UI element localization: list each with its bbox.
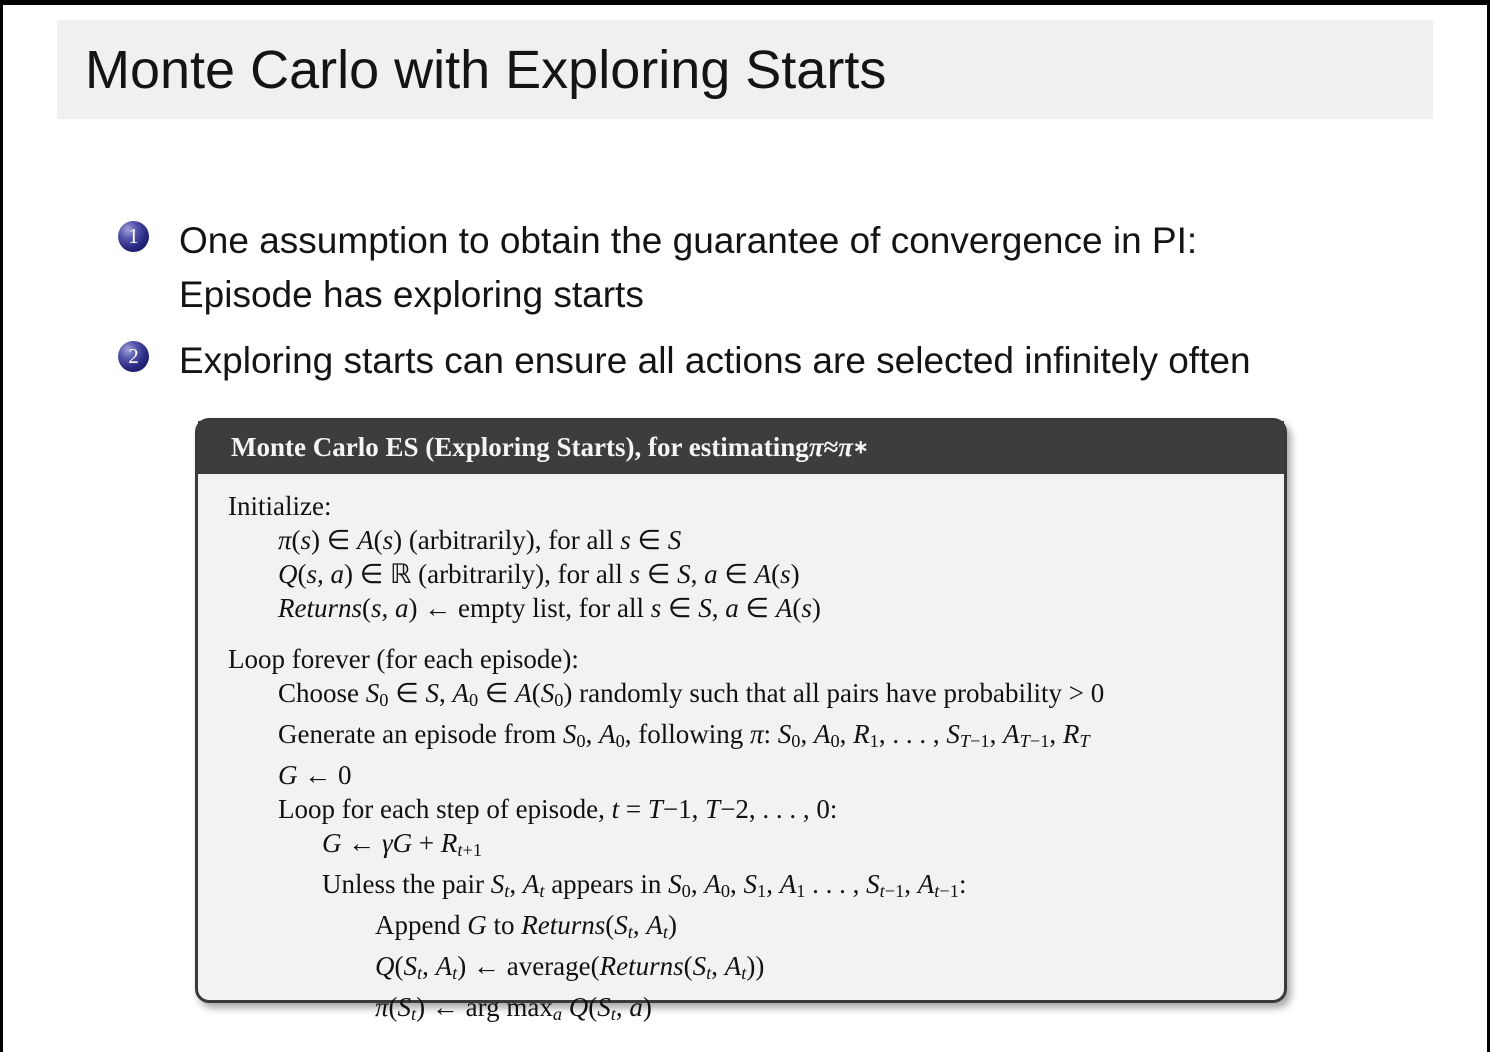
bullet-1-line-1: One assumption to obtain the guarantee of convergence in PI:: [179, 220, 1198, 261]
algo-line-loop-forever: Loop forever (for each episode):: [228, 644, 579, 674]
algo-line-pi-argmax: π(St) ← arg maxa Q(St, a): [375, 992, 652, 1025]
algo-line-unless: Unless the pair St, At appears in S0, A0, S1, A1 . . . , St−1, At−1:: [322, 869, 967, 902]
algo-line-pi-init: π(s) ∈ A(s) (arbitrarily), for all s ∈ S: [278, 525, 682, 555]
algo-line-g-zero: G ← 0: [278, 760, 352, 791]
algorithm-block-body: [198, 474, 1284, 1031]
bullet-item-1: [118, 214, 1197, 322]
algorithm-block: [195, 418, 1287, 1025]
bullet-item-2: [118, 334, 1251, 388]
enumerate-ball-1-icon: 1: [118, 221, 149, 252]
bullet-2-text: [179, 334, 1251, 388]
bullet-1-text: [179, 214, 1197, 322]
algo-line-choose: Choose S0 ∈ S, A0 ∈ A(S0) randomly such that all pairs have probability > 0: [278, 678, 1105, 711]
algo-line-returns-init: Returns(s, a) ← empty list, for all s ∈ S, a ∈ A(s): [278, 593, 821, 623]
bullet-2-line-1: Exploring starts can ensure all actions are selected infinitely often: [179, 340, 1251, 381]
enumerate-ball-2-icon: 2: [118, 341, 149, 372]
algo-line-append: Append G to Returns(St, At): [375, 910, 677, 943]
slide-title: Monte Carlo with Exploring Starts: [85, 39, 887, 100]
algo-line-g-update: G ← γG + Rt+1: [322, 828, 483, 861]
slide-title-bar: [57, 20, 1433, 119]
algo-line-loop-steps: Loop for each step of episode, t = T−1, T−2, . . . , 0:: [278, 794, 838, 825]
algorithm-block-title: Monte Carlo ES (Exploring Starts), for estimating π ≈ π ∗: [198, 421, 1284, 474]
algo-line-q-init: Q(s, a) ∈ ℝ (arbitrarily), for all s ∈ S, a ∈ A(s): [278, 559, 800, 589]
algo-line-generate: Generate an episode from S0, A0, following π: S0, A0, R1, . . . , ST−1, AT−1, RT: [278, 719, 1090, 752]
algo-line-initialize: Initialize:: [228, 491, 332, 521]
algo-line-q-average: Q(St, At) ← average(Returns(St, At)): [375, 951, 765, 984]
bullet-1-line-2: Episode has exploring starts: [179, 274, 644, 315]
